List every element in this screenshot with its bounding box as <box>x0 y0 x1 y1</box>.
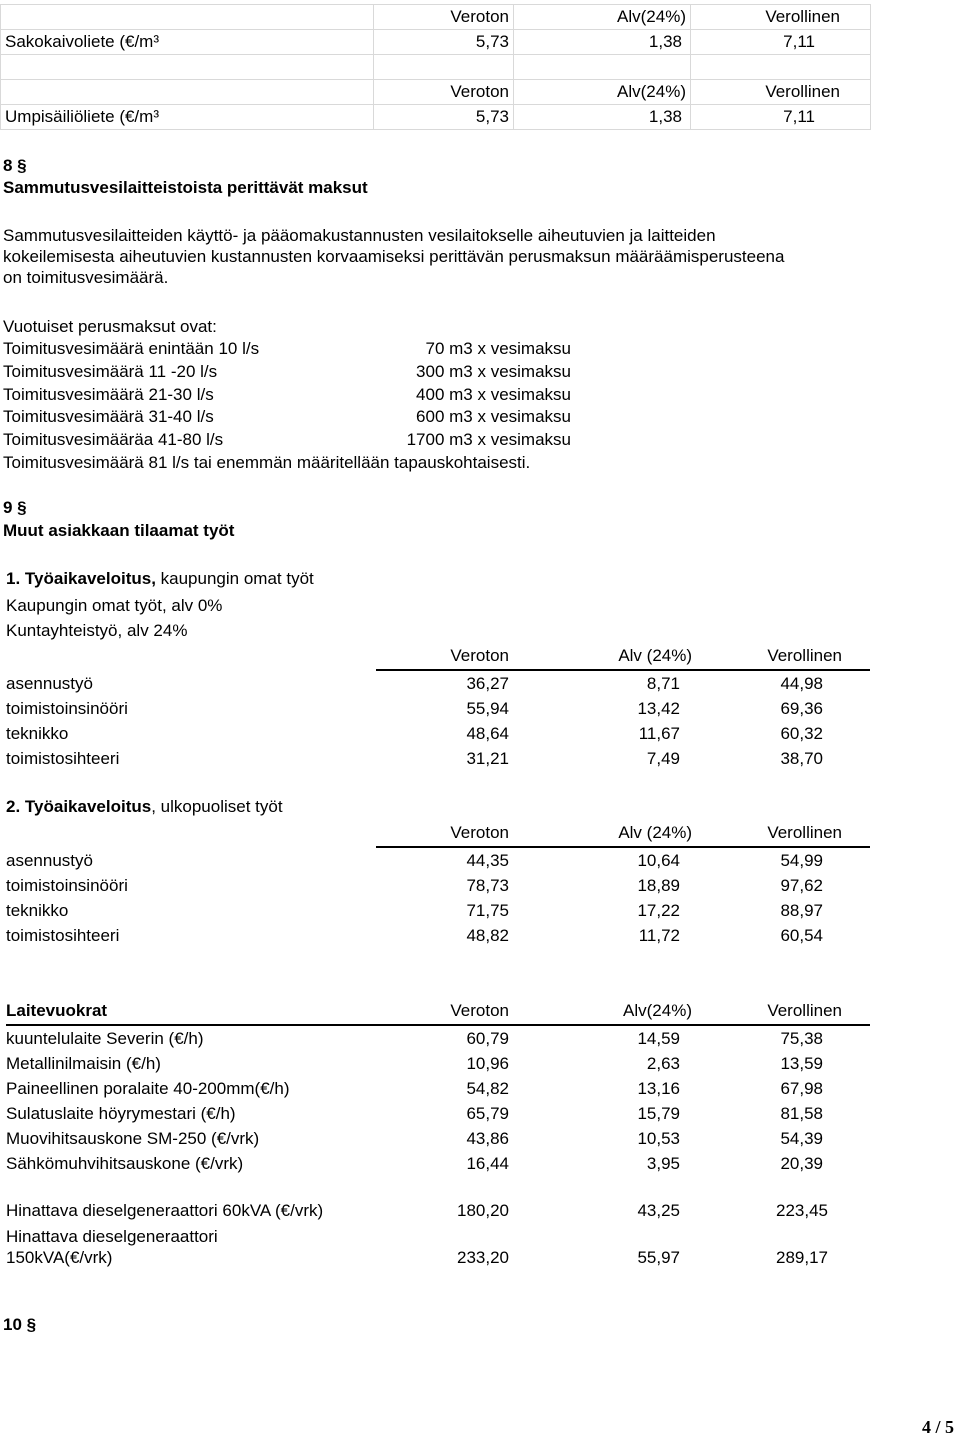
header-alv: Alv(24%) <box>514 80 691 105</box>
header-verollinen: Verollinen <box>692 643 870 670</box>
value-alv: 2,63 <box>646 1054 680 1073</box>
fee-row-label: Toimitusvesimäärä 11 -20 l/s <box>3 362 218 381</box>
row-label: teknikko <box>6 724 69 743</box>
header-veroton: Veroton <box>376 998 509 1025</box>
part-2-heading <box>6 797 283 817</box>
part-1-heading <box>6 569 314 589</box>
header-alv: Alv(24%) <box>509 998 692 1025</box>
value-veroton: 71,75 <box>466 901 509 920</box>
section-9-number: 9 § <box>3 498 27 517</box>
value-verollinen: 54,39 <box>780 1129 823 1148</box>
table-header-row <box>1 5 871 30</box>
section-8-paragraph-line: on toimitusvesimäärä. <box>3 268 169 287</box>
value-alv: 7,49 <box>646 749 680 768</box>
row-label: toimistoinsinööri <box>6 876 128 895</box>
fee-row-label: Toimitusvesimäärä 31-40 l/s <box>3 407 214 426</box>
table-row <box>6 898 870 923</box>
row-label: kuuntelulaite Severin (€/h) <box>6 1029 204 1048</box>
row-label: toimistoinsinööri <box>6 699 128 718</box>
value-veroton: 31,21 <box>466 749 509 768</box>
fee-row-label: Toimitusvesimäärä enintään 10 l/s <box>3 339 260 358</box>
part-2-table <box>6 820 870 948</box>
page-number: 4 / 5 <box>921 1417 954 1437</box>
value-veroton: 55,94 <box>466 699 509 718</box>
table-header-row <box>6 998 870 1025</box>
row-label: asennustyö <box>6 850 93 870</box>
value-veroton: 5,73 <box>374 30 514 55</box>
value-verollinen: 75,38 <box>780 1029 823 1048</box>
table-row <box>6 1051 870 1076</box>
value-alv: 55,97 <box>637 1248 680 1267</box>
header-verollinen: Verollinen <box>692 998 870 1025</box>
value-alv: 11,72 <box>638 926 680 945</box>
fee-row-value: 300 m3 x vesimaksu <box>416 362 571 381</box>
fee-row-value: 70 m3 x vesimaksu <box>425 339 571 358</box>
value-verollinen: 60,32 <box>780 724 823 743</box>
value-verollinen: 44,98 <box>780 674 823 693</box>
value-veroton: 233,20 <box>457 1248 509 1267</box>
table-row <box>6 1076 870 1101</box>
value-veroton: 48,64 <box>466 724 509 743</box>
table-row <box>1 105 871 130</box>
value-alv: 18,89 <box>637 876 680 895</box>
table-row <box>6 696 870 721</box>
value-alv: 1,38 <box>514 30 691 55</box>
value-verollinen: 7,11 <box>691 30 871 55</box>
fee-row-value: 400 m3 x vesimaksu <box>416 385 571 404</box>
fees-note: Toimitusvesimäärä 81 l/s tai enemmän määritellään tapauskohtaisesti. <box>3 453 531 472</box>
table-row <box>6 1176 870 1223</box>
part-1-heading-rest: kaupungin omat työt <box>155 569 314 588</box>
value-veroton: 44,35 <box>466 851 509 870</box>
header-veroton: Veroton <box>376 820 509 847</box>
value-veroton: 10,96 <box>466 1054 509 1073</box>
laitevuokrat-title: Laitevuokrat <box>6 998 376 1025</box>
section-8-paragraph-line: kokeilemisesta aiheutuvien kustannusten korvaamiseksi perittävän perusmaksun määräämisperusteena <box>3 247 785 266</box>
fee-row-label: Toimitusvesimääräa 41-80 l/s <box>3 430 224 449</box>
fees-intro: Vuotuiset perusmaksut ovat: <box>3 317 217 336</box>
section-10-number: 10 § <box>3 1315 37 1334</box>
header-alv: Alv (24%) <box>509 643 692 670</box>
value-veroton: 48,82 <box>466 926 509 945</box>
value-veroton: 65,79 <box>466 1104 509 1123</box>
value-verollinen: 13,59 <box>780 1054 823 1073</box>
header-verollinen: Verollinen <box>692 820 870 847</box>
value-veroton: 54,82 <box>466 1079 509 1098</box>
row-label: Umpisäiliöliete (€/m³ <box>1 105 374 130</box>
value-veroton: 36,27 <box>466 674 509 693</box>
value-verollinen: 81,58 <box>780 1104 823 1123</box>
table-row <box>1 30 871 55</box>
value-veroton: 78,73 <box>466 876 509 895</box>
value-veroton: 43,86 <box>466 1129 509 1148</box>
header-alv: Alv(24%) <box>514 5 691 30</box>
table-row <box>6 1151 870 1176</box>
value-alv: 11,67 <box>638 724 680 743</box>
table-header-row <box>1 80 871 105</box>
table-row <box>6 670 870 696</box>
value-verollinen: 97,62 <box>780 876 823 895</box>
value-veroton: 60,79 <box>466 1029 509 1048</box>
value-alv: 8,71 <box>646 674 680 693</box>
part-2-heading-bold: 2. Työaikaveloitus <box>6 797 152 816</box>
sakokaivoliete-table <box>0 4 871 80</box>
row-label: Sulatuslaite höyrymestari (€/h) <box>6 1104 236 1123</box>
section-8-number: 8 § <box>3 156 27 175</box>
fee-row-value: 1700 m3 x vesimaksu <box>406 430 571 449</box>
table-row <box>6 1101 870 1126</box>
value-verollinen: 289,17 <box>776 1248 828 1267</box>
header-veroton: Veroton <box>374 80 514 105</box>
row-label: Hinattava dieselgeneraattori 60kVA (€/vrk) <box>6 1201 324 1220</box>
value-verollinen: 20,39 <box>780 1154 823 1173</box>
table-row <box>6 1126 870 1151</box>
laitevuokrat-table <box>6 998 870 1270</box>
value-verollinen: 67,98 <box>780 1079 823 1098</box>
section-9-title: Muut asiakkaan tilaamat työt <box>3 521 235 540</box>
header-veroton: Veroton <box>376 643 509 670</box>
part-1-heading-bold: 1. Työaikaveloitus, <box>6 569 156 588</box>
value-alv: 17,22 <box>637 901 680 920</box>
fee-row-value: 600 m3 x vesimaksu <box>416 407 571 426</box>
row-label: Hinattava dieselgeneraattori 150kVA(€/vrk) <box>6 1227 218 1267</box>
table-row <box>6 923 870 948</box>
value-verollinen: 60,54 <box>780 926 823 945</box>
value-verollinen: 69,36 <box>780 699 823 718</box>
value-alv: 10,64 <box>637 851 680 870</box>
value-alv: 10,53 <box>637 1129 680 1148</box>
value-verollinen: 223,45 <box>776 1201 828 1220</box>
row-label: Sakokaivoliete (€/m³ <box>1 30 374 55</box>
table-row <box>6 721 870 746</box>
header-verollinen: Verollinen <box>691 80 871 105</box>
table-header-row <box>6 820 870 847</box>
value-verollinen: 7,11 <box>691 105 871 130</box>
row-label: Muovihitsauskone SM-250 (€/vrk) <box>6 1129 260 1148</box>
value-verollinen: 38,70 <box>780 749 823 768</box>
table-row <box>6 1025 870 1051</box>
part-2-heading-rest: , ulkopuoliset työt <box>151 797 283 816</box>
value-alv: 14,59 <box>637 1029 680 1048</box>
part-1-table <box>6 643 870 771</box>
value-alv: 15,79 <box>637 1104 680 1123</box>
table-row <box>6 847 870 873</box>
value-alv: 43,25 <box>637 1201 680 1220</box>
header-verollinen: Verollinen <box>691 5 871 30</box>
table-row <box>6 873 870 898</box>
row-label: toimistosihteeri <box>6 926 120 945</box>
row-label: toimistosihteeri <box>6 749 120 768</box>
value-alv: 3,95 <box>646 1154 680 1173</box>
part-1-sub: Kuntayhteistyö, alv 24% <box>6 621 188 640</box>
value-verollinen: 88,97 <box>780 901 823 920</box>
value-alv: 1,38 <box>514 105 691 130</box>
row-label: Metallinilmaisin (€/h) <box>6 1054 161 1073</box>
section-8-title: Sammutusvesilaitteistoista perittävät maksut <box>3 178 368 197</box>
value-alv: 13,16 <box>637 1079 680 1098</box>
row-label: Sähkömuhvihitsauskone (€/vrk) <box>6 1154 244 1173</box>
header-veroton: Veroton <box>374 5 514 30</box>
fee-row-label: Toimitusvesimäärä 21-30 l/s <box>3 385 214 404</box>
header-alv: Alv (24%) <box>509 820 692 847</box>
row-label: asennustyö <box>6 673 93 693</box>
table-row <box>6 1223 870 1270</box>
value-verollinen: 54,99 <box>780 851 823 870</box>
value-alv: 13,42 <box>637 699 680 718</box>
umpisailioliete-table <box>0 79 871 130</box>
table-row <box>6 746 870 771</box>
table-header-row <box>6 643 870 670</box>
value-veroton: 16,44 <box>466 1154 509 1173</box>
value-veroton: 180,20 <box>457 1201 509 1220</box>
row-label: Paineellinen poralaite 40-200mm(€/h) <box>6 1079 290 1098</box>
section-8-paragraph-line: Sammutusvesilaitteiden käyttö- ja pääomakustannusten vesilaitokselle aiheutuvien ja laitteiden <box>3 226 716 245</box>
value-veroton: 5,73 <box>374 105 514 130</box>
row-label: teknikko <box>6 901 69 920</box>
part-1-sub: Kaupungin omat työt, alv 0% <box>6 596 223 615</box>
